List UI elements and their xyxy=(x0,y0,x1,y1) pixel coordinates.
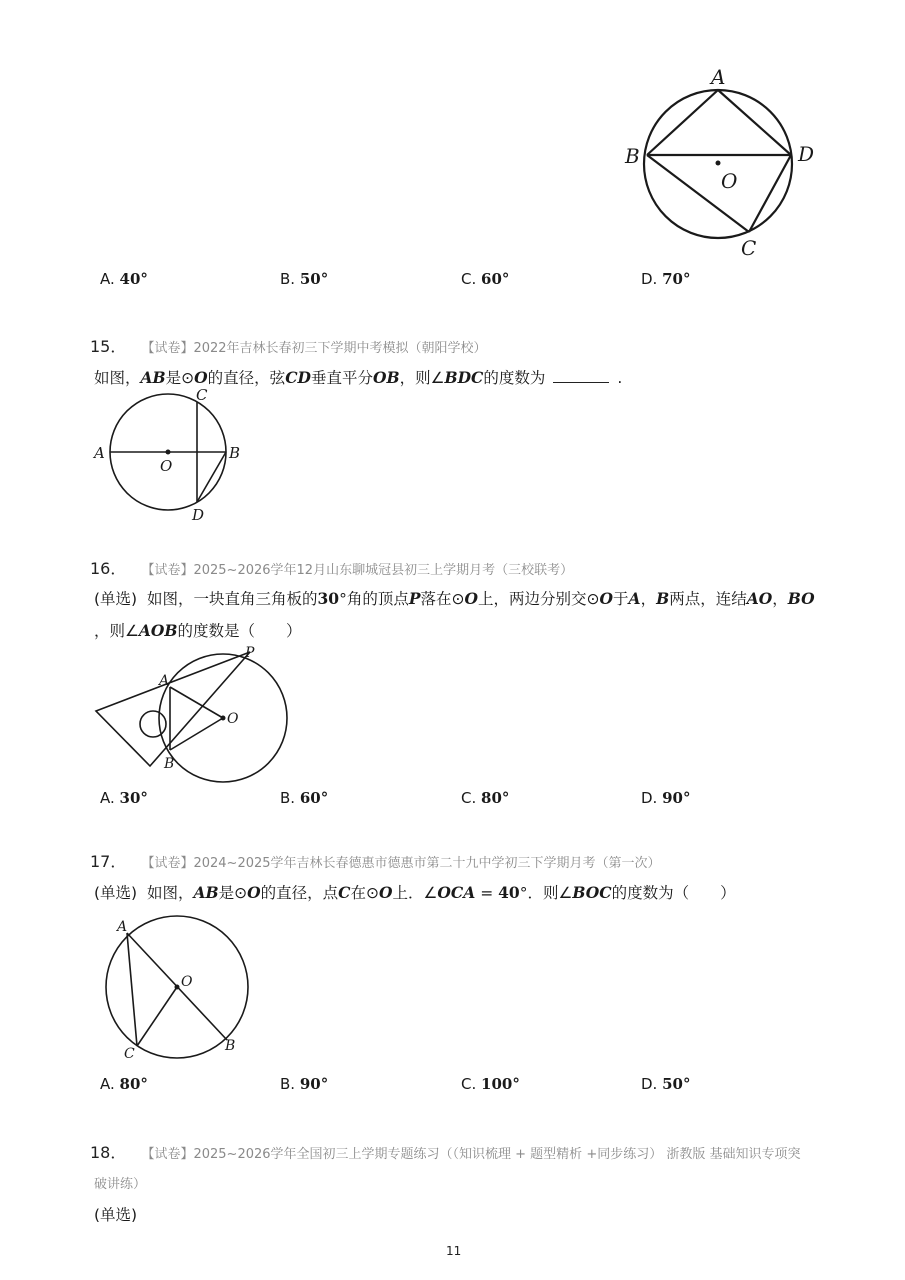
q14-label-A: A xyxy=(711,65,726,89)
option-value: 40° xyxy=(119,270,148,288)
option-value: 60° xyxy=(299,789,329,807)
q15-label-C: C xyxy=(196,386,208,404)
option-letter: A. xyxy=(100,789,115,807)
option-letter: D. xyxy=(641,789,658,807)
option-value: 90° xyxy=(662,789,691,807)
q15-label-D: D xyxy=(192,506,205,524)
q17-header xyxy=(90,849,661,872)
q14-label-C: C xyxy=(741,236,757,260)
q17-option-c[interactable] xyxy=(461,1075,520,1093)
option-value: 30° xyxy=(119,789,148,807)
q16-option-a[interactable] xyxy=(100,789,148,807)
q18-header xyxy=(90,1140,800,1163)
q16-stem-line2: ，则∠AOB的度数是（ ） xyxy=(94,621,302,640)
q14-option-c[interactable] xyxy=(461,270,509,288)
q14-label-D: D xyxy=(798,142,815,166)
q14-option-b[interactable] xyxy=(280,270,328,288)
q15-center-dot xyxy=(166,450,171,455)
q16-board-hole xyxy=(140,711,166,737)
q15-label-B: B xyxy=(229,444,241,462)
q14-circle-figure xyxy=(615,62,825,262)
q17-option-b[interactable] xyxy=(280,1075,328,1093)
q14-option-a[interactable] xyxy=(100,270,148,288)
q14-segment-BC xyxy=(647,155,749,232)
q16-triangle-circle-figure xyxy=(90,642,300,777)
q14-label-B: B xyxy=(625,144,640,168)
option-letter: C. xyxy=(461,1075,477,1093)
option-letter: D. xyxy=(641,270,658,288)
q15-circle-figure xyxy=(90,385,260,530)
option-value: 50° xyxy=(662,1075,691,1093)
option-value: 90° xyxy=(299,1075,329,1093)
q14-label-O: O xyxy=(721,169,738,193)
q15-stem: 如图，AB是⊙O的直径，弦CD垂直平分OB，则∠BDC的度数为 . xyxy=(94,368,623,387)
q17-label-C: C xyxy=(124,1046,135,1062)
q17-segment-AC xyxy=(127,933,137,1046)
q16-option-b[interactable] xyxy=(280,789,328,807)
q14-center-dot xyxy=(716,161,721,166)
question-source: 【试卷】2025~2026学年全国初三上学期专题练习（（知识梳理 + 题型精析 +同步练习） 浙教版 基础知识专项突 xyxy=(141,1147,801,1162)
q17-label-B: B xyxy=(225,1038,236,1054)
answer-blank[interactable] xyxy=(553,368,609,383)
question-number: 17． xyxy=(90,852,127,871)
option-letter: D. xyxy=(641,1075,658,1093)
q16-label-O: O xyxy=(227,711,239,727)
q17-option-d[interactable] xyxy=(641,1075,690,1093)
option-value: 70° xyxy=(662,270,691,288)
page-number: 11 xyxy=(446,1244,462,1258)
q17-stem: (单选) 如图，AB是⊙O的直径，点C在⊙O上．∠OCA = 40°．则∠BOC的度数为（ ） xyxy=(94,883,736,902)
q16-label-A: A xyxy=(159,673,170,689)
q17-segment-OC xyxy=(137,987,177,1046)
option-letter: C. xyxy=(461,789,477,807)
option-value: 100° xyxy=(481,1075,520,1093)
q15-segment-BD xyxy=(197,452,226,502)
option-value: 80° xyxy=(481,789,510,807)
q17-option-a[interactable] xyxy=(100,1075,148,1093)
q16-center-dot xyxy=(221,716,226,721)
q17-label-O: O xyxy=(181,974,193,990)
q16-label-B: B xyxy=(164,756,175,772)
q15-header xyxy=(90,334,487,357)
q18-question-type: (单选) xyxy=(94,1206,138,1224)
q16-stem-line1: (单选) 如图，一块直角三角板的30°角的顶点P落在⊙O上，两边分别交⊙O于A，B两点，连结AO，BO xyxy=(94,589,815,608)
question-number: 15． xyxy=(90,337,127,356)
q16-option-d[interactable] xyxy=(641,789,690,807)
question-number: 18． xyxy=(90,1143,127,1162)
q15-label-A: A xyxy=(94,444,105,462)
q16-option-c[interactable] xyxy=(461,789,509,807)
q16-label-P: P xyxy=(245,645,255,661)
question-type: (单选) xyxy=(94,590,138,608)
q16-header xyxy=(90,556,573,579)
q18-source-line2: 破讲练） xyxy=(94,1177,147,1192)
q14-option-d[interactable] xyxy=(641,270,690,288)
option-value: 60° xyxy=(481,270,510,288)
question-source: 【试卷】2022年吉林长春初三下学期中考模拟（朝阳学校） xyxy=(141,341,487,356)
q17-center-dot xyxy=(175,985,180,990)
option-letter: B. xyxy=(280,1075,296,1093)
option-value: 50° xyxy=(299,270,329,288)
question-source: 【试卷】2024~2025学年吉林长春德惠市德惠市第二十九中学初三下学期月考（第一次） xyxy=(141,856,661,871)
option-letter: C. xyxy=(461,270,477,288)
q15-label-O: O xyxy=(160,457,173,475)
question-type: (单选) xyxy=(94,884,138,902)
option-letter: B. xyxy=(280,270,296,288)
option-value: 80° xyxy=(119,1075,148,1093)
option-letter: A. xyxy=(100,270,115,288)
q17-label-A: A xyxy=(117,919,128,935)
question-number: 16． xyxy=(90,559,127,578)
question-source: 【试卷】2025~2026学年12月山东聊城冠县初三上学期月考（三校联考） xyxy=(141,563,574,578)
option-letter: B. xyxy=(280,789,296,807)
option-letter: A. xyxy=(100,1075,115,1093)
q17-circle-figure xyxy=(100,910,260,1065)
